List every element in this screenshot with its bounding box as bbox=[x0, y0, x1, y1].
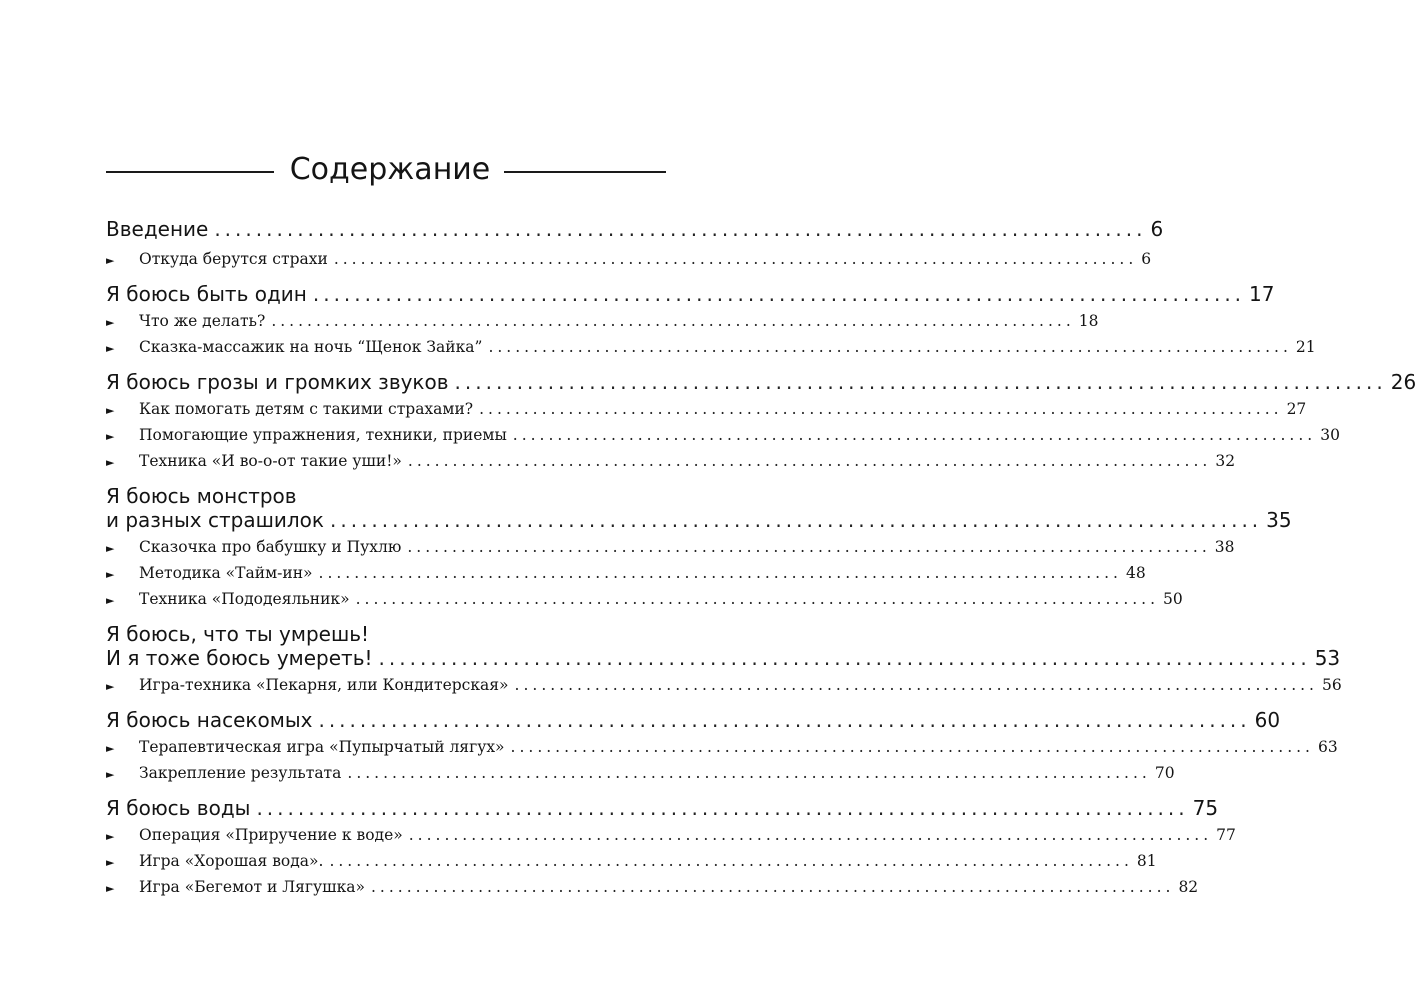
item-page: 21 bbox=[1295, 338, 1316, 356]
dot-leader: .......................................................................................... bbox=[378, 646, 1311, 670]
toc-chapter[interactable] bbox=[106, 795, 1219, 821]
item-page: 63 bbox=[1317, 738, 1338, 756]
triangle-bullet-icon: ► bbox=[106, 882, 115, 895]
chapter-label-line1[interactable]: Я боюсь, что ты умрешь! bbox=[106, 622, 370, 646]
page-title: Содержание bbox=[289, 152, 491, 187]
item-label: Методика «Тайм-ин» bbox=[139, 564, 313, 582]
item-page: 18 bbox=[1078, 312, 1099, 330]
dot-leader: .......................................................................................... bbox=[371, 878, 1175, 896]
triangle-bullet-icon: ► bbox=[106, 830, 115, 843]
dot-leader: .......................................................................................... bbox=[312, 282, 1246, 306]
item-label: Сказка-массажик на ночь “Щенок Зайка” bbox=[139, 338, 483, 356]
dot-leader: .......................................................................................... bbox=[355, 590, 1160, 608]
toc-item[interactable] bbox=[106, 424, 1340, 448]
item-label: Техника «Пододеяльник» bbox=[139, 590, 350, 608]
triangle-bullet-icon: ► bbox=[106, 316, 115, 329]
item-label: Техника «И во-о-от такие уши!» bbox=[139, 452, 402, 470]
item-label: Помогающие упражнения, техники, приемы bbox=[139, 426, 507, 444]
title-rule-right bbox=[504, 171, 666, 173]
toc-item[interactable] bbox=[106, 674, 1342, 698]
triangle-bullet-icon: ► bbox=[106, 742, 115, 755]
item-page: 50 bbox=[1163, 590, 1183, 608]
item-label: Игра-техника «Пекарня, или Кондитерская» bbox=[139, 676, 509, 694]
item-page: 27 bbox=[1286, 400, 1307, 418]
dot-leader: .......................................................................................... bbox=[330, 508, 1263, 532]
toc-chapter-intro[interactable] bbox=[106, 216, 1164, 242]
toc-item[interactable] bbox=[106, 248, 1152, 272]
dot-leader: .......................................................................................... bbox=[318, 564, 1122, 582]
toc-item[interactable] bbox=[106, 762, 1175, 786]
toc-item[interactable] bbox=[106, 336, 1316, 360]
dot-leader: .......................................................................................... bbox=[214, 217, 1147, 241]
item-page: 70 bbox=[1154, 764, 1175, 782]
chapter-label: Я боюсь насекомых bbox=[106, 708, 313, 732]
toc-item[interactable] bbox=[106, 398, 1307, 422]
item-page: 32 bbox=[1215, 452, 1236, 470]
dot-leader: .......................................................................................... bbox=[333, 250, 1138, 268]
toc-item[interactable] bbox=[106, 824, 1236, 848]
dot-leader: .......................................................................................... bbox=[510, 738, 1314, 756]
dot-leader: .......................................................................................... bbox=[408, 826, 1213, 844]
dot-leader: .......................................................................................... bbox=[318, 708, 1251, 732]
item-page: 6 bbox=[1141, 250, 1152, 268]
dot-leader: .......................................................................................... bbox=[271, 312, 1075, 330]
item-label: Как помогать детям с такими страхами? bbox=[139, 400, 474, 418]
triangle-bullet-icon: ► bbox=[106, 254, 115, 267]
toc-item[interactable] bbox=[106, 850, 1157, 874]
item-page: 48 bbox=[1125, 564, 1146, 582]
triangle-bullet-icon: ► bbox=[106, 768, 115, 781]
item-label: Игра «Бегемот и Лягушка» bbox=[139, 878, 365, 896]
item-page: 82 bbox=[1178, 878, 1199, 896]
item-page: 77 bbox=[1216, 826, 1236, 844]
item-label: Что же делать? bbox=[139, 312, 266, 330]
toc-chapter[interactable] bbox=[106, 645, 1341, 671]
item-label: Закрепление результата bbox=[139, 764, 342, 782]
toc-chapter[interactable] bbox=[106, 707, 1281, 733]
triangle-bullet-icon: ► bbox=[106, 594, 115, 607]
dot-leader: .......................................................................................... bbox=[347, 764, 1151, 782]
dot-leader: .......................................................................................... bbox=[512, 426, 1317, 444]
chapter-page: 60 bbox=[1254, 708, 1281, 732]
toc-item[interactable] bbox=[106, 736, 1338, 760]
chapter-page: 35 bbox=[1266, 508, 1292, 532]
dot-leader: .......................................................................................... bbox=[479, 400, 1283, 418]
toc-chapter[interactable] bbox=[106, 369, 1416, 395]
item-page: 30 bbox=[1320, 426, 1340, 444]
chapter-label: и разных страшилок bbox=[106, 508, 324, 532]
title-rule-left bbox=[106, 171, 274, 173]
toc-header bbox=[106, 150, 666, 194]
dot-leader: .......................................................................................... bbox=[329, 852, 1133, 870]
triangle-bullet-icon: ► bbox=[106, 568, 115, 581]
chapter-page: 6 bbox=[1150, 217, 1164, 241]
item-label: Терапевтическая игра «Пупырчатый лягух» bbox=[139, 738, 505, 756]
toc-item[interactable] bbox=[106, 588, 1183, 612]
toc-item[interactable] bbox=[106, 536, 1235, 560]
dot-leader: .......................................................................................... bbox=[454, 370, 1387, 394]
toc-chapter[interactable] bbox=[106, 281, 1275, 307]
dot-leader: .......................................................................................... bbox=[407, 538, 1211, 556]
chapter-label: Я боюсь воды bbox=[106, 796, 251, 820]
chapter-label: Введение bbox=[106, 217, 209, 241]
toc-item[interactable] bbox=[106, 310, 1099, 334]
chapter-label-line1[interactable]: Я боюсь монстров bbox=[106, 484, 297, 508]
item-label: Откуда берутся страхи bbox=[139, 250, 328, 268]
dot-leader: .......................................................................................... bbox=[488, 338, 1292, 356]
triangle-bullet-icon: ► bbox=[106, 680, 115, 693]
item-page: 38 bbox=[1214, 538, 1235, 556]
dot-leader: .......................................................................................... bbox=[514, 676, 1318, 694]
toc-item[interactable] bbox=[106, 876, 1199, 900]
triangle-bullet-icon: ► bbox=[106, 856, 115, 869]
toc-item[interactable] bbox=[106, 450, 1236, 474]
chapter-label: И я тоже боюсь умереть! bbox=[106, 646, 373, 670]
item-page: 81 bbox=[1136, 852, 1157, 870]
triangle-bullet-icon: ► bbox=[106, 456, 115, 469]
item-page: 56 bbox=[1321, 676, 1342, 694]
triangle-bullet-icon: ► bbox=[106, 430, 115, 443]
dot-leader: .......................................................................................... bbox=[256, 796, 1189, 820]
dot-leader: .......................................................................................... bbox=[407, 452, 1212, 470]
chapter-label: Я боюсь грозы и громких звуков bbox=[106, 370, 449, 394]
triangle-bullet-icon: ► bbox=[106, 542, 115, 555]
item-label: Сказочка про бабушку и Пухлю bbox=[139, 538, 402, 556]
chapter-label: Я боюсь быть один bbox=[106, 282, 307, 306]
toc-chapter[interactable] bbox=[106, 507, 1292, 533]
toc-item[interactable] bbox=[106, 562, 1146, 586]
item-label: Операция «Приручение к воде» bbox=[139, 826, 403, 844]
chapter-page: 26 bbox=[1390, 370, 1416, 394]
triangle-bullet-icon: ► bbox=[106, 342, 115, 355]
item-label: Игра «Хорошая вода». bbox=[139, 852, 324, 870]
triangle-bullet-icon: ► bbox=[106, 404, 115, 417]
chapter-page: 75 bbox=[1192, 796, 1219, 820]
chapter-page: 17 bbox=[1249, 282, 1275, 306]
chapter-page: 53 bbox=[1314, 646, 1341, 670]
